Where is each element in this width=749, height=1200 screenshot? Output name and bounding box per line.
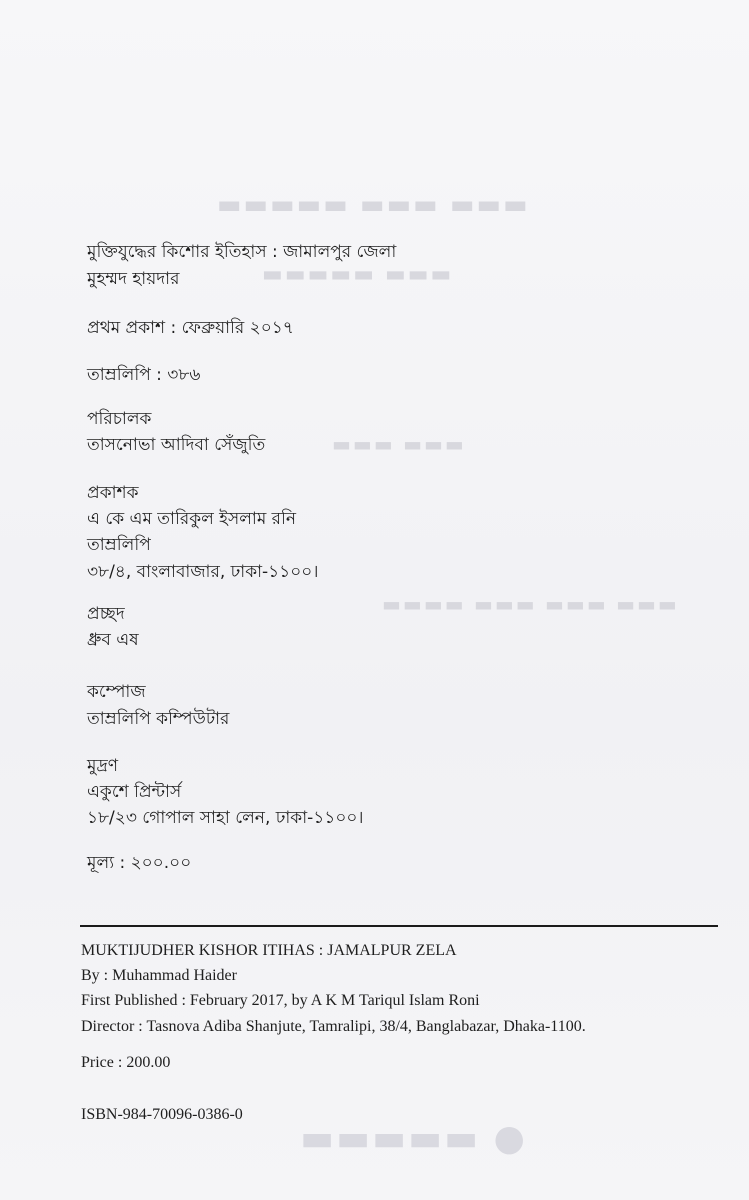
show-through-decoration: ▬▬▬ ▬▬▬ ▬▬▬▬▬ [215, 190, 528, 220]
bengali-publisher-name: এ কে এম তারিকুল ইসলাম রনি [87, 509, 297, 529]
bengali-author: মুহম্মদ হায়দার [87, 269, 180, 289]
bengali-title: মুক্তিযুদ্ধের কিশোর ইতিহাস : জামালপুর জেলা [87, 242, 397, 262]
english-price: Price : 200.00 [81, 1054, 171, 1071]
bengali-director-name: তাসনোভা আদিবা সেঁজুতি [87, 435, 266, 455]
bengali-publisher-house: তাম্রলিপি [87, 535, 151, 555]
bengali-first-published: প্রথম প্রকাশ : ফেব্রুয়ারি ২০১৭ [87, 318, 294, 338]
bengali-compose-name: তাম্রলিপি কম্পিউটার [87, 709, 230, 729]
english-by-line: By : Muhammad Haider [81, 967, 237, 984]
bengali-publisher-label: প্রকাশক [87, 483, 139, 503]
english-title: MUKTIJUDHER KISHOR ITIHAS : JAMALPUR ZELA [81, 942, 457, 959]
bengali-printer-name: একুশে প্রিন্টার্স [87, 782, 182, 802]
show-through-decoration: ▬▬▬ ▬▬▬ ▬▬▬ ▬▬▬▬ [380, 592, 677, 616]
bengali-cover-artist: ধ্রুব এষ [87, 630, 139, 650]
bengali-compose-label: কম্পোজ [87, 682, 146, 702]
bengali-printing-label: মুদ্রণ [87, 756, 119, 776]
bengali-price: মূল্য : ২০০.০০ [87, 853, 192, 873]
english-director: Director : Tasnova Adiba Shanjute, Tamralipi, 38/4, Banglabazar, Dhaka-1100. [81, 1018, 586, 1035]
english-isbn: ISBN-984-70096-0386-0 [81, 1106, 243, 1123]
divider-rule [80, 925, 718, 927]
bengali-cover-label: প্রচ্ছদ [87, 604, 125, 624]
english-first-published: First Published : February 2017, by A K M Tariqul Islam Roni [81, 992, 480, 1009]
show-through-decoration: ▬▬▬▬▬ ● [300, 1118, 527, 1159]
bengali-tamralipi-number: তাম্রলিপি : ৩৮৬ [87, 365, 201, 385]
bengali-publisher-address: ৩৮/৪, বাংলাবাজার, ঢাকা-১১০০। [87, 562, 319, 582]
bengali-director-label: পরিচালক [87, 409, 152, 429]
bengali-printer-address: ১৮/২৩ গোপাল সাহা লেন, ঢাকা-১১০০। [87, 808, 364, 828]
show-through-decoration: ▬▬▬ ▬▬▬▬▬ [260, 262, 452, 287]
show-through-decoration: ▬▬▬ ▬▬▬ [330, 432, 464, 456]
